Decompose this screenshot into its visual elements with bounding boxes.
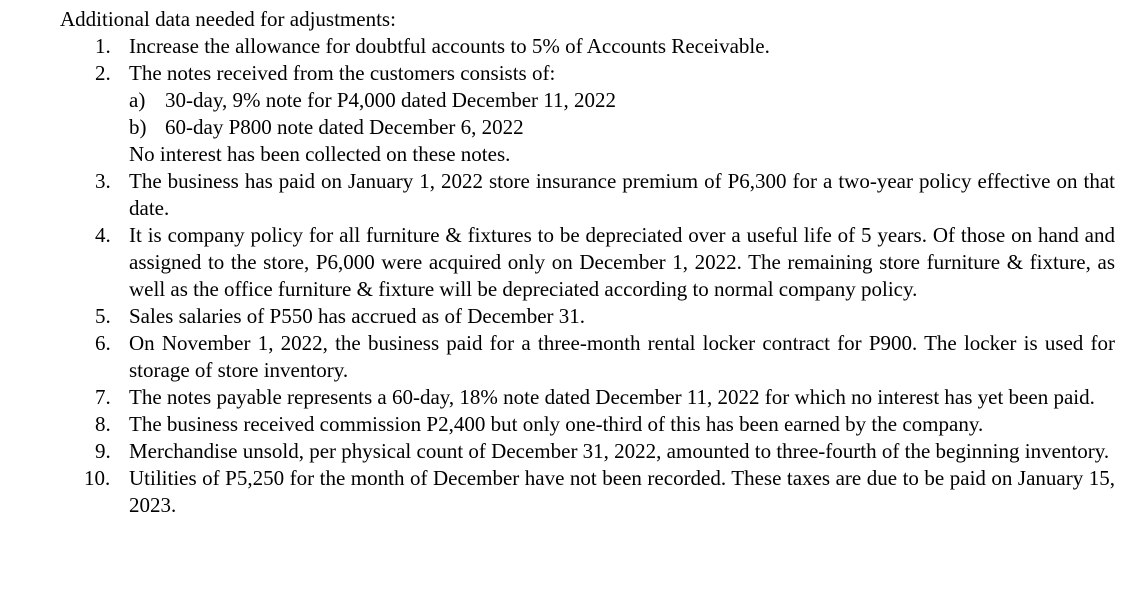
list-item-2 xyxy=(95,60,1115,87)
adjustments-list xyxy=(84,33,1115,519)
item-number: 6. xyxy=(95,331,111,355)
item-text: On November 1, 2022, the business paid for a three-month rental locker contract for P900. The locker is used for storage of store inventory. xyxy=(129,331,1115,382)
item-number: 7. xyxy=(95,385,111,409)
sub-item-letter: b) xyxy=(129,115,147,139)
sub-item-b xyxy=(129,114,1115,141)
item-text: Increase the allowance for doubtful accounts to 5% of Accounts Receivable. xyxy=(129,34,770,58)
item-number: 9. xyxy=(95,439,111,463)
list-item-8 xyxy=(95,411,1115,438)
list-item-3 xyxy=(95,168,1115,222)
sub-item-text: 30-day, 9% note for P4,000 dated December 11, 2022 xyxy=(165,88,616,112)
list-item-6 xyxy=(95,330,1115,384)
item-number: 5. xyxy=(95,304,111,328)
item-number: 1. xyxy=(95,34,111,58)
item-number: 4. xyxy=(95,223,111,247)
sub-item-text: 60-day P800 note dated December 6, 2022 xyxy=(165,115,524,139)
list-item-5 xyxy=(95,303,1115,330)
item-number: 3. xyxy=(95,169,111,193)
notes-sublist xyxy=(95,87,1115,141)
item-text: Utilities of P5,250 for the month of December have not been recorded. These taxes are due to be paid on January 15, 2023. xyxy=(129,466,1115,517)
item-text: The notes payable represents a 60-day, 18% note dated December 11, 2022 for which no interest has yet been paid. xyxy=(129,385,1095,409)
item-text: The notes received from the customers consists of: xyxy=(129,61,556,85)
item-text: Merchandise unsold, per physical count of December 31, 2022, amounted to three-fourth of the beginning inventory. xyxy=(129,439,1110,463)
item-text: It is company policy for all furniture & fixtures to be depreciated over a useful life of 5 years. Of those on hand and assigned to the store, P6,000 were acquired only on December 1, 2022. The remaining store furniture & fixture, as well as the office furniture & fixture will be depreciated according to normal company policy. xyxy=(129,223,1115,301)
list-item-10 xyxy=(84,465,1115,519)
item-text: The business received commission P2,400 but only one-third of this has been earned by the company. xyxy=(129,412,984,436)
list-item-9 xyxy=(95,438,1115,465)
item-text: Sales salaries of P550 has accrued as of December 31. xyxy=(129,304,586,328)
list-item-1 xyxy=(95,33,1115,60)
notes-sublist-container xyxy=(95,87,1115,168)
list-item-7 xyxy=(95,384,1115,411)
section-heading: Additional data needed for adjustments: xyxy=(60,7,396,31)
item-number: 10. xyxy=(84,466,111,490)
item-number: 8. xyxy=(95,412,111,436)
list-item-4 xyxy=(95,222,1115,303)
sub-item-note: No interest has been collected on these notes. xyxy=(129,142,511,166)
sub-item-letter: a) xyxy=(129,88,146,112)
item-text: The business has paid on January 1, 2022 store insurance premium of P6,300 for a two-year policy effective on that date. xyxy=(129,169,1115,220)
sub-item-a xyxy=(129,87,1115,114)
item-number: 2. xyxy=(95,61,111,85)
